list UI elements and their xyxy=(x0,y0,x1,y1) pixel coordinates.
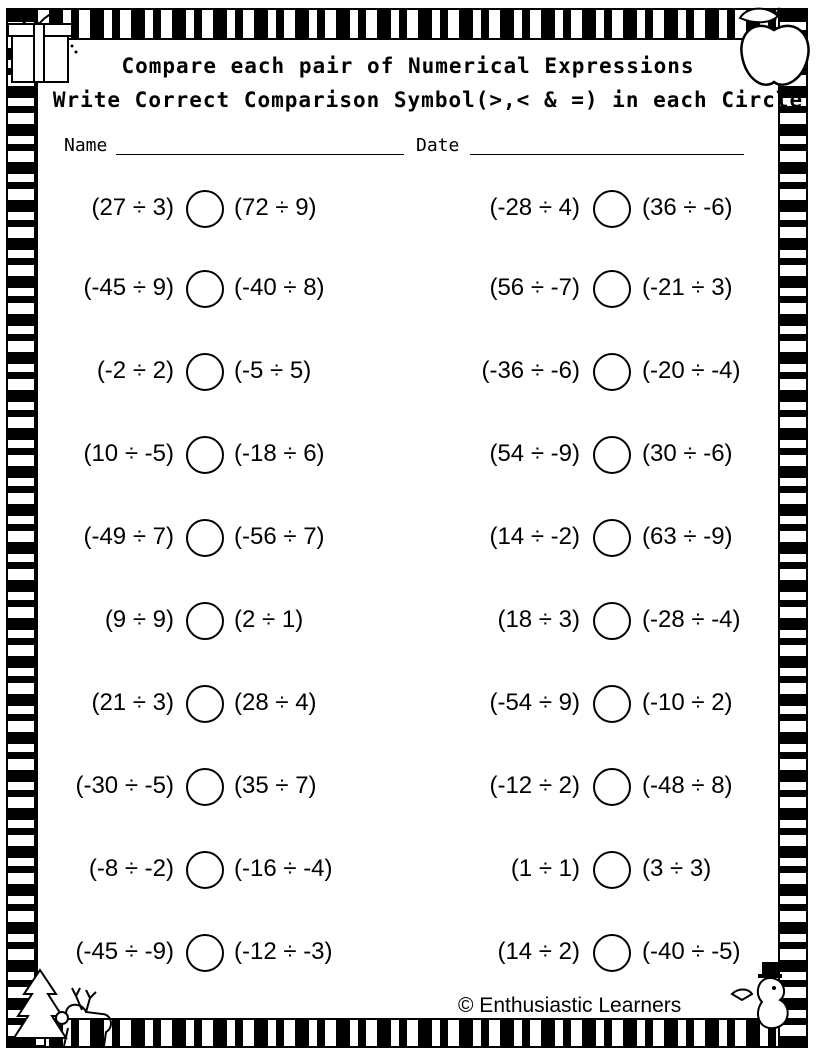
comparison-answer-circle[interactable] xyxy=(593,851,631,889)
expression-left: (54 ÷ -9) xyxy=(489,440,580,467)
worksheet-instructions: Write Correct Comparison Symbol(>,< & =) in each Circle xyxy=(52,88,804,112)
expression-right: (-40 ÷ 8) xyxy=(234,274,325,301)
expression-left: (-2 ÷ 2) xyxy=(96,357,174,384)
expression-left: (-45 ÷ -9) xyxy=(75,938,174,965)
expression-left: (-49 ÷ 7) xyxy=(83,523,174,550)
expression-left: (1 ÷ 1) xyxy=(510,855,580,882)
expression-right: (-28 ÷ -4) xyxy=(642,606,741,633)
comparison-answer-circle[interactable] xyxy=(186,768,224,806)
expression-right: (-48 ÷ 8) xyxy=(642,772,733,799)
copyright-text: © Enthusiastic Learners xyxy=(458,994,682,1017)
expression-left: (14 ÷ 2) xyxy=(497,938,580,965)
worksheet-title: Compare each pair of Numerical Expressions xyxy=(121,54,695,78)
expression-right: (-12 ÷ -3) xyxy=(234,938,333,965)
comparison-answer-circle[interactable] xyxy=(186,851,224,889)
comparison-answer-circle[interactable] xyxy=(593,353,631,391)
turkey-icon xyxy=(730,960,800,1032)
comparison-answer-circle[interactable] xyxy=(593,768,631,806)
expression-left: (-45 ÷ 9) xyxy=(83,274,174,301)
expression-left: (-30 ÷ -5) xyxy=(75,772,174,799)
expression-left: (-36 ÷ -6) xyxy=(481,357,580,384)
expression-right: (30 ÷ -6) xyxy=(642,440,733,467)
expression-right: (28 ÷ 4) xyxy=(234,689,317,716)
comparison-answer-circle[interactable] xyxy=(186,685,224,723)
date-field[interactable] xyxy=(470,154,744,155)
name-field[interactable] xyxy=(116,154,404,155)
comparison-answer-circle[interactable] xyxy=(593,519,631,557)
expression-right: (-10 ÷ 2) xyxy=(642,689,733,716)
comparison-answer-circle[interactable] xyxy=(186,519,224,557)
expression-left: (21 ÷ 3) xyxy=(91,689,174,716)
comparison-answer-circle[interactable] xyxy=(186,602,224,640)
date-label: Date xyxy=(416,135,460,156)
expression-left: (56 ÷ -7) xyxy=(489,274,580,301)
expression-right: (-56 ÷ 7) xyxy=(234,523,325,550)
page-border-left xyxy=(6,8,36,1048)
comparison-answer-circle[interactable] xyxy=(186,270,224,308)
expression-right: (-20 ÷ -4) xyxy=(642,357,741,384)
expression-right: (63 ÷ -9) xyxy=(642,523,733,550)
expression-left: (14 ÷ -2) xyxy=(489,523,580,550)
comparison-answer-circle[interactable] xyxy=(593,270,631,308)
expression-left: (-28 ÷ 4) xyxy=(489,194,580,221)
expression-right: (-40 ÷ -5) xyxy=(642,938,741,965)
expression-left: (-8 ÷ -2) xyxy=(88,855,174,882)
comparison-answer-circle[interactable] xyxy=(593,436,631,474)
expression-right: (72 ÷ 9) xyxy=(234,194,317,221)
comparison-answer-circle[interactable] xyxy=(186,190,224,228)
comparison-answer-circle[interactable] xyxy=(593,934,631,972)
reindeer-icon xyxy=(46,984,122,1050)
page-border-right xyxy=(778,8,808,1048)
comparison-answer-circle[interactable] xyxy=(186,436,224,474)
expression-left: (-54 ÷ 9) xyxy=(489,689,580,716)
comparison-answer-circle[interactable] xyxy=(593,602,631,640)
expression-right: (-21 ÷ 3) xyxy=(642,274,733,301)
expression-right: (3 ÷ 3) xyxy=(642,855,712,882)
expression-right: (36 ÷ -6) xyxy=(642,194,733,221)
expression-left: (27 ÷ 3) xyxy=(91,194,174,221)
expression-left: (10 ÷ -5) xyxy=(83,440,174,467)
expression-right: (35 ÷ 7) xyxy=(234,772,317,799)
expression-left: (-12 ÷ 2) xyxy=(489,772,580,799)
comparison-answer-circle[interactable] xyxy=(593,190,631,228)
expression-left: (9 ÷ 9) xyxy=(104,606,174,633)
expression-right: (2 ÷ 1) xyxy=(234,606,304,633)
comparison-answer-circle[interactable] xyxy=(186,353,224,391)
comparison-answer-circle[interactable] xyxy=(593,685,631,723)
comparison-answer-circle[interactable] xyxy=(186,934,224,972)
name-label: Name xyxy=(64,135,108,156)
expression-right: (-16 ÷ -4) xyxy=(234,855,333,882)
expression-left: (18 ÷ 3) xyxy=(497,606,580,633)
expression-right: (-18 ÷ 6) xyxy=(234,440,325,467)
expression-right: (-5 ÷ 5) xyxy=(234,357,312,384)
